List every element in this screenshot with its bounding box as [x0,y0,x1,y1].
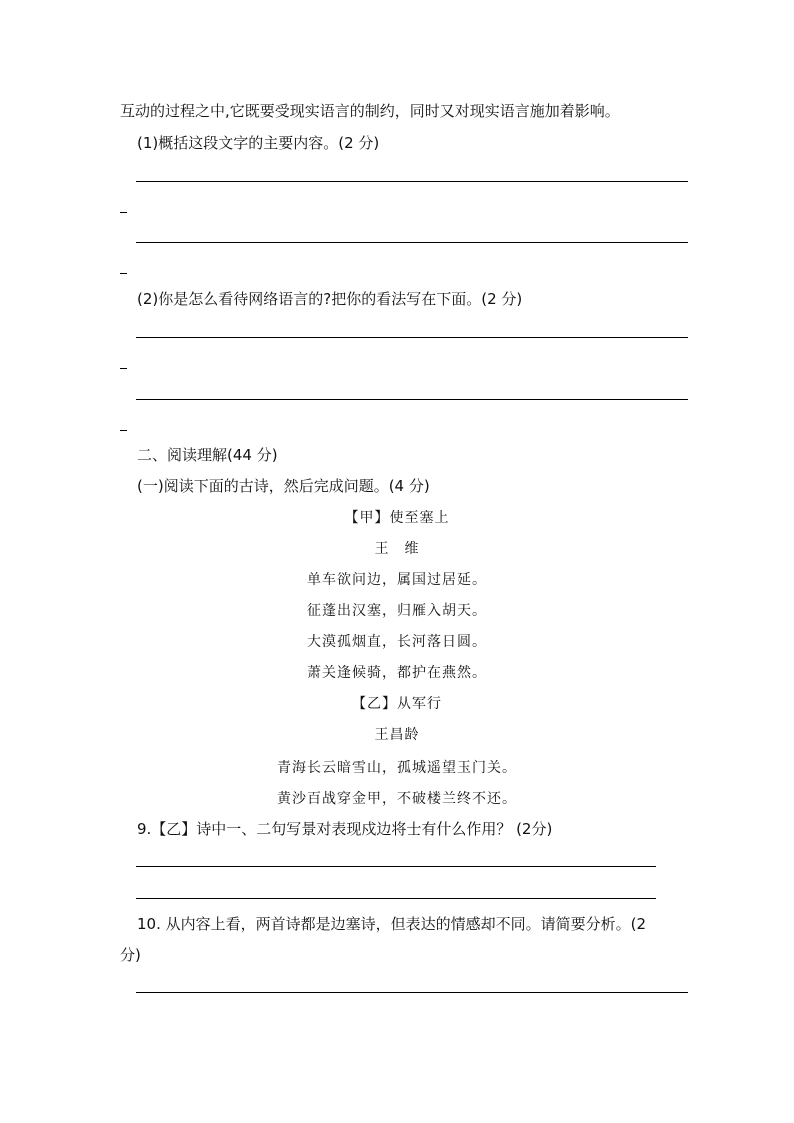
answer-line[interactable] [136,866,656,867]
poem-a-line: 单车欲问边，属国过居延。 [307,572,487,588]
poem-b-line: 黄沙百战穿金甲，不破楼兰终不还。 [277,791,517,807]
poem-a-line: 征蓬出汉塞，归雁入胡天。 [307,603,487,619]
line-mark [120,273,127,274]
question-10-continued: 分) [120,946,141,964]
answer-line[interactable] [136,992,688,993]
poem-a-line: 大漠孤烟直，长河落日圆。 [307,634,487,650]
answer-line[interactable] [136,242,688,243]
poem-a-line: 萧关逢候骑，都护在燕然。 [307,665,487,681]
answer-line[interactable] [136,181,688,182]
poem-b-title: 【乙】从军行 [352,696,442,712]
line-mark [120,368,127,369]
line-mark [120,430,127,431]
poem-a-title: 【甲】使至塞上 [344,510,450,526]
poem-a-author: 王 维 [374,541,420,557]
part-heading: (一)阅读下面的古诗，然后完成问题。(4 分) [137,477,430,495]
answer-line[interactable] [136,399,688,400]
question-10: 10. 从内容上看，两首诗都是边塞诗，但表达的情感却不同。请简要分析。(2 [137,915,647,933]
question-9: 9.【乙】诗中一、二句写景对表现戍边将士有什么作用？ (2分) [137,820,553,838]
poem-b-author: 王昌龄 [374,727,420,743]
answer-line[interactable] [136,337,688,338]
line-mark [120,212,127,213]
answer-line[interactable] [136,898,656,899]
question-2: (2)你是怎么看待网络语言的?把你的看法写在下面。(2 分) [137,290,523,308]
intro-text: 互动的过程之中,它既要受现实语言的制约，同时又对现实语言施加着影响。 [120,102,620,120]
section-heading: 二、阅读理解(44 分) [137,446,278,464]
poem-b-line: 青海长云暗雪山，孤城遥望玉门关。 [277,760,517,776]
question-1: (1)概括这段文字的主要内容。(2 分) [137,134,380,152]
